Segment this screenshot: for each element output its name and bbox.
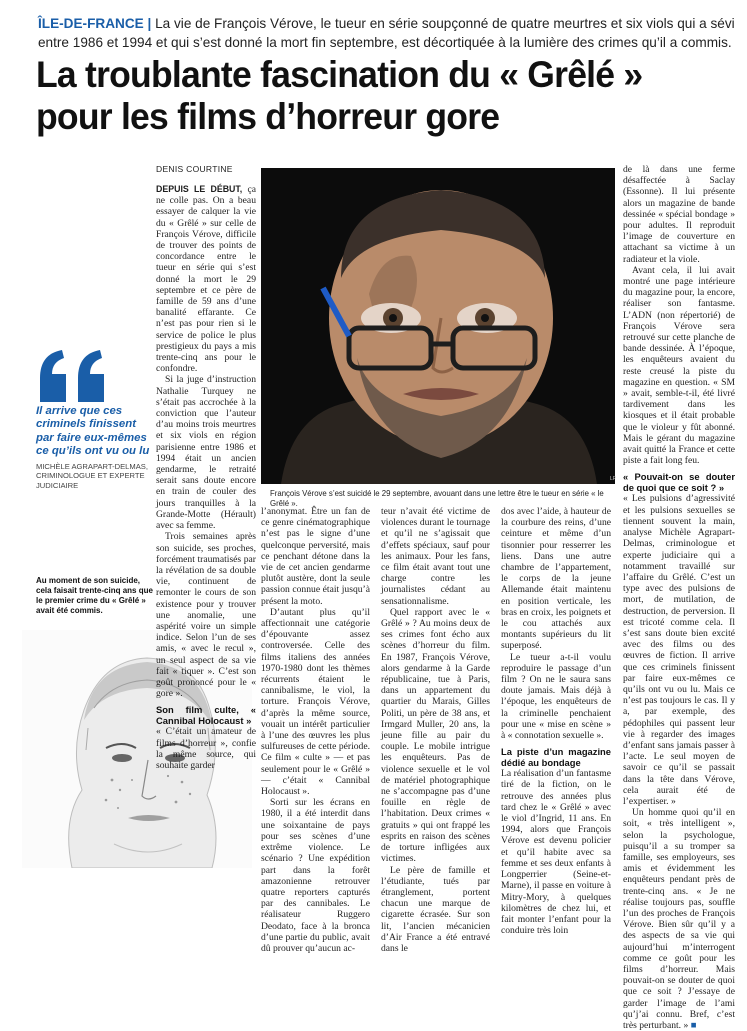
headline xyxy=(36,54,708,138)
article-column-1 xyxy=(156,184,256,771)
region-tag: ÎLE-DE-FRANCE xyxy=(38,16,144,31)
col4-paragraph-1: dos avec l’aide, à hauteur de la courbure des reins, d’une ceinture et même d’un tisonnier pour resserrer les liens. Dans une autre chambre de l’appartement, le corps de la jeune Allemande était maintenu en position verticale, les bras en croix, les poignets et le cou attachés aux montants supérieurs du lit superposé. xyxy=(501,506,611,652)
col5-paragraph-4: Un homme quoi qu’il en soit, « très intelligent », selon la psychologue, puisqu’il a su tromper sa famille, ses employeurs, ses amis et évidemment les enquêteurs pendant près de trente-cinq ans. « Je ne réalise toujours pas, souffle l’un des proches de François Vérove. Bien sûr qu’il y a des aspects de sa vie qui aujourd’hui m’interrogent comme ce goût pour les films d’horreur. Mais pouvait-on se douter de quoi que ce soit ? J’essaye de garder l’image de l’ami qu’j’ai connu. Bref, c’est très perturbant. » ■ xyxy=(623,807,735,1031)
lead-caps: DEPUIS LE DÉBUT, xyxy=(156,184,243,194)
col1-paragraph-3: Trois semaines après son suicide, ses proches, forcément traumatisés par la révélation de sa double vie, continuent de remonter le cours de son existence pour y trouver une anomalie, une aspérité voire un simple indice. Selon l’un de ses amis, « avec le recul », un seul aspect de sa vie fait « tiquer ». C’est son goût prononcé pour le « gore ». xyxy=(156,531,256,700)
col5-paragraph-1: de là dans une ferme désaffectée à Saclay (Essonne). Il lui présente alors un magazine de bande dessinée « spécial bondage » pour adultes. Il reproduit l’image de couverture en attachant sa victime à un radiateur et la viole. xyxy=(623,164,735,265)
col2-paragraph-2: D’autant plus qu’il affectionnait une catégorie d’épouvante assez controversée. Celle des films italiens des années 1970-1980 dont les thèmes récurrents étaient le cannibalisme, le viol, la torture. François Vérove, d’après la même source, vouait un intérêt particulier à l’une des œuvres les plus sulfureuses de cette période. Ce film « culte » — et pas seulement pour le « Grêlé » — c’était « Cannibal Holocaust ». xyxy=(261,606,370,798)
pull-quote-source: MICHÈLE AGRAPART-DELMAS, CRIMINOLOGUE ET EXPERTE JUDICIAIRE xyxy=(36,462,148,490)
end-mark-icon: ■ xyxy=(690,1020,697,1031)
col3-paragraph-2: Quel rapport avec le « Grêlé » ? Au moins deux de ses crimes font écho aux scènes d’horreur du film. En 1987, François Vérove, alors gendarme à la Garde républicaine, tue à Paris, dans un appartement du quartier du Marais, Gilles Politi, un père de 38 ans, et Irmgard Muller, 20 ans, la jeune fille au pair du couple. Le mobile intrigue les enquêteurs. Pas de violence sexuelle et le vol de matériel photographique ne s’accompagne pas d’une fouille en règle de l’habitation. Deux crimes « gratuits » qui ont frappé les esprits en raison des scènes de torture infligées aux victimes. xyxy=(381,606,490,865)
article-column-5 xyxy=(623,164,735,1031)
sketch-caption: Au moment de son suicide, cela faisait trente-cinq ans que le premier crime du « Grêlé » avait été commis. xyxy=(36,576,153,615)
subhead-doubt: « Pouvait-on se douter de quoi que ce soit ? » xyxy=(623,471,735,494)
article-column-4 xyxy=(501,506,611,936)
photo-credit: LP xyxy=(610,476,617,482)
col2-paragraph-1: l’anonymat. Être un fan de ce genre cinématographique n’est pas le signe d’une quelconque perversité, mais ce penchant détone dans la vie de cet ancien gendarme plutôt austère, dont la seule passion connue était jusqu’à présent la moto. xyxy=(261,506,370,607)
portrait-illustration xyxy=(261,168,615,484)
col1-paragraph-1: ça ne colle pas. On a beau essayer de calquer la vie du « Grêlé » sur celle de François Vérove, difficile de trouver des points de concordance entre le tueur en série qui s’est donné la mort le 29 septembre et ce père de famille de 59 ans d’une banalité effarante. Ce n’est pas pour rien si le service de police le plus prestigieux du pays a mis trente-cinq ans pour le confondre. xyxy=(156,184,256,375)
col5-paragraph-3: « Les pulsions d’agressivité et les pulsions sexuelles se tiennent souvent la main, analyse Michèle Agrapart-Delmas, criminologue et experte judiciaire qui a notamment travaillé sur l’affaire du Grêlé. C’est un type avec des pulsions de mort, de mutilation, de destruction, de perversion. Il est tricoté comme cela. Il s’est sans doute bien excité avec des films ou des œuvres de fiction. Il arrive que ces criminels finissent par faire eux-mêmes ce qu’ils ont vu ou lu. Mais ce n’est pas toujours le cas. Il y a, par exemple, des pédophiles qui passent leur vie à regarder des images d’enfant sans jamais passer à l’acte. Le seul moyen de savoir ce qu’il se passait dans la tête dans Vérove, cela aurait été de l’expertiser. » xyxy=(623,493,735,807)
quote-mark-icon xyxy=(36,348,112,404)
kicker-text: La vie de François Vérove, le tueur en série soupçonné de quatre meurtres et six viols qui a sévi entre 1986 et 1994 et qui s’est donné la mort fin septembre, est décortiquée à la lumière des crimes qu’il a commis. xyxy=(38,16,735,50)
subhead-cannibal-holocaust: Son film culte, « Cannibal Holocaust » xyxy=(156,704,256,727)
col4-paragraph-2: Le tueur a-t-il voulu reproduire le passage d’un film ? On ne le saura sans doute jamais. Mais déjà à l’époque, les enquêteurs de la criminelle penchaient pour une « mise en scène » à « connotation sexuelle ». xyxy=(501,651,611,742)
col5-paragraph-2: Avant cela, il lui avait montré une page intérieure du magazine pour, la encore, réaliser son fantasme. L’ADN (non répertorié) de François Vérove sera retrouvé sur cette planche de bande dessinée. À l’époque, les enquêteurs avaient du reste creusé la piste du magazine en question. « SM » avait, semble-t-il, été livré tardivement dans les kiosques et il était probable que le violeur y fût abonné. Mais le gérant du magazine avait quitté la France et cette piste a fait long feu. xyxy=(623,264,735,467)
article-column-2 xyxy=(261,506,370,954)
kicker-separator: | xyxy=(147,16,152,31)
subhead-bondage-magazine: La piste d’un magazine dédié au bondage xyxy=(501,746,611,769)
col1-paragraph-4: « C’était un amateur de films d’horreur », confie la même source, qui souhaite garder xyxy=(156,726,256,771)
photo-caption: François Vérove s’est suicidé le 29 septembre, avouant dans une lettre être le tueur en série « le Grêlé ». xyxy=(270,489,604,508)
kicker xyxy=(38,14,738,52)
col2-paragraph-3: Sorti sur les écrans en 1980, il a été interdit dans une soixantaine de pays pour ses scènes d’une extrême violence. Le scénario ? Une expédition part dans la forêt amazonienne retrouver quatre reporters capturés par des cannibales. Le réalisateur Ruggero Deodato, face à la bronca d’une partie du public, avait dû prouver qu’aucun ac- xyxy=(261,797,370,954)
pull-quote: Il arrive que ces criminels finissent par faire eux-mêmes ce qu’ils ont vu ou lu xyxy=(36,405,150,458)
col3-paragraph-3: Le père de famille et l’étudiante, tués par étranglement, portent chacun une marque de cigarette écrasée. Sur son lit, l’ancien mécanicien d’Air France a été entravé dans le xyxy=(381,864,490,954)
article-column-3 xyxy=(381,506,490,954)
col4-paragraph-3: La réalisation d’un fantasme tiré de la fiction, on le retrouve des années plus tard chez le « Grêlé » avec le viol d’Ingrid, 11 ans. En 1994, alors que François Vérove est devenu policier et qu’il habite avec sa femme et ses deux enfants à Longperrier (Seine-et-Marne), il passe en voiture à Mitry-Mory, à quelques kilomètres de chez lui, et fait monter l’enfant pour la conduire très loin xyxy=(501,768,611,937)
col1-paragraph-2: Si la juge d’instruction Nathalie Turquey ne s’était pas accrochée à la conviction que l’auteur d’au moins trois meurtres et six viols en région parisienne entre 1986 et 1994 était un ancien gendarme, le retraité serait sans doute encore en train de couler des jours tranquilles à la Grande-Motte (Hérault) avec sa femme. xyxy=(156,374,256,532)
headline-line-2: pour les films d’horreur gore xyxy=(36,96,500,137)
headline-line-1: La troublante fascination du « Grêlé » xyxy=(36,54,643,95)
col3-paragraph-1: teur n’avait été victime de violences durant le tournage et qu’il ne s’agissait que d’effets spéciaux, sauf pour les animaux. Pour les fans, ce film était avant tout une charge contre les journalistes cédant au sensationnalisme. xyxy=(381,506,490,607)
portrait-photo xyxy=(261,168,615,484)
byline: DENIS COURTINE xyxy=(156,164,233,174)
